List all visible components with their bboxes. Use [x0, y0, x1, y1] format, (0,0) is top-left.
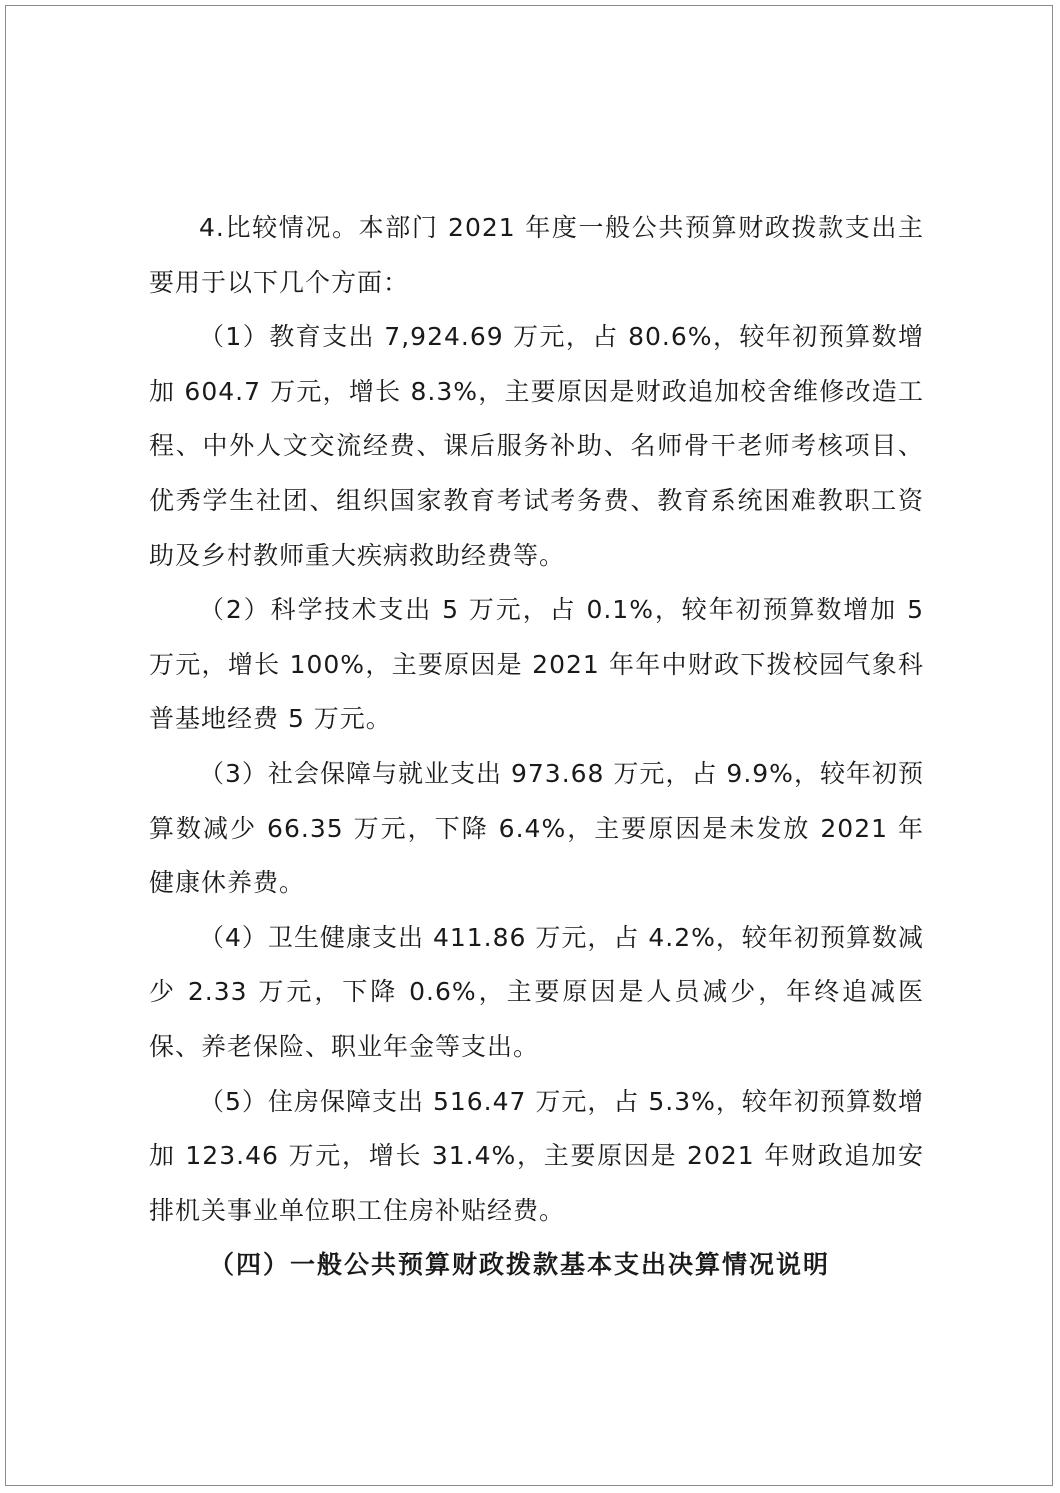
paragraph-social-security: （3）社会保障与就业支出 973.68 万元，占 9.9%，较年初预算数减少 66.35 万元，下降 6.4%，主要原因是未发放 2021 年健康休养费。	[149, 758, 924, 898]
paragraph-comparison-intro: 4.比较情况。本部门 2021 年度一般公共预算财政拨款支出主要用于以下几个方面：	[149, 213, 924, 297]
paragraph-health: （4）卫生健康支出 411.86 万元，占 4.2%，较年初预算数减少 2.33 万元，下降 0.6%，主要原因是人员减少，年终追减医保、养老保险、职业年金等支出。	[149, 922, 924, 1061]
paragraph-science: （2）科学技术支出 5 万元，占 0.1%，较年初预算数增加 5 万元，增长 100%，主要原因是 2021 年年中财政下拨校园气象科普基地经费 5 万元。	[149, 595, 924, 734]
page-frame	[5, 5, 1053, 1486]
section-heading: （四）一般公共预算财政拨款基本支出决算情况说明	[209, 1250, 831, 1280]
paragraph-education: （1）教育支出 7,924.69 万元，占 80.6%，较年初预算数增加 604.7 万元，增长 8.3%，主要原因是财政追加校舍维修改造工程、中外人文交流经费、课后服务补助、名师骨干老师考核项目、优秀学生社团、组织国家教育考试考务费、教育系统困难教职工资助及乡村教师重大疾病救助经费等。	[149, 322, 924, 570]
paragraph-housing: （5）住房保障支出 516.47 万元，占 5.3%，较年初预算数增加 123.46 万元，增长 31.4%，主要原因是 2021 年财政追加安排机关事业单位职工住房补贴经费。	[149, 1086, 924, 1225]
document-body	[149, 201, 924, 1293]
